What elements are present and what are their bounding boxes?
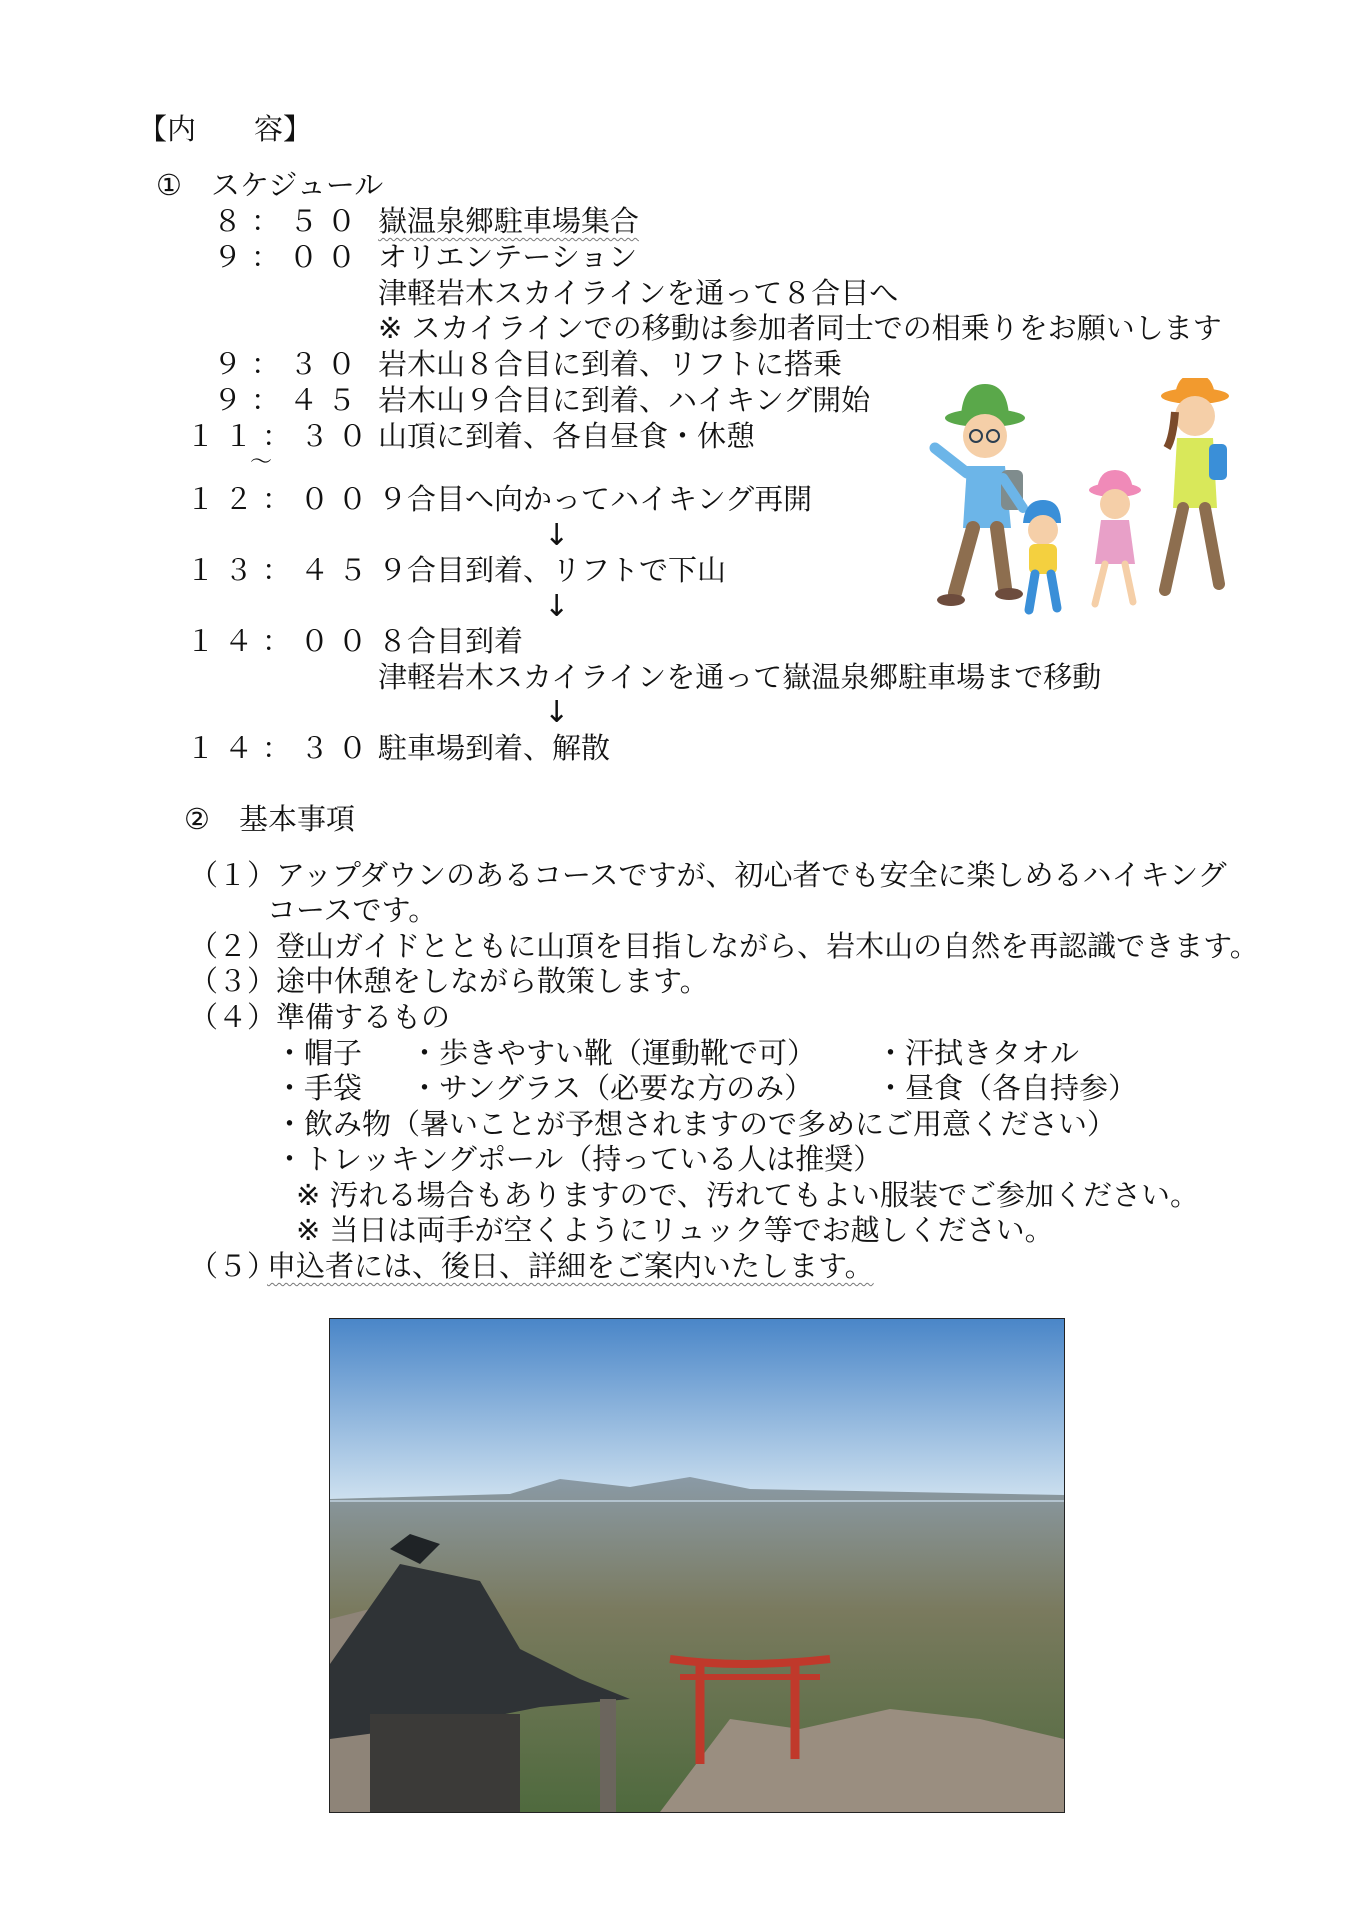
- schedule-time: ９：３０: [213, 347, 366, 381]
- basics-item: （４）準備するもの: [189, 1000, 451, 1034]
- mother-figure: [1161, 378, 1229, 590]
- boy-figure: [1023, 500, 1061, 610]
- gear-item: ・昼食（各自持参）: [876, 1071, 1138, 1105]
- father-figure: [935, 384, 1025, 606]
- family-hiking-illustration: [905, 378, 1245, 623]
- gear-note: ※ 汚れる場合もありますので、汚れてもよい服装でご参加ください。: [296, 1178, 1199, 1212]
- down-arrow-icon: ↓: [544, 589, 570, 624]
- down-arrow-icon: ↓: [544, 518, 570, 553]
- summit-view-image: [330, 1319, 1064, 1812]
- schedule-note: ※ スカイラインでの移動は参加者同士での相乗りをお願いします: [378, 311, 1222, 345]
- schedule-time: １４：００: [186, 624, 377, 658]
- gear-item: ・汗拭きタオル: [876, 1036, 1080, 1070]
- schedule-time: １３：４５: [186, 553, 377, 587]
- gear-item: ・サングラス（必要な方のみ）: [410, 1071, 814, 1105]
- schedule-time: １２：００: [186, 482, 377, 516]
- schedule-time: １１：３０: [186, 419, 377, 453]
- schedule-text: 津軽岩木スカイラインを通って嶽温泉郷駐車場まで移動: [378, 660, 1102, 694]
- schedule-time: ８：５０: [213, 204, 366, 238]
- section-heading: 【内 容】: [138, 112, 313, 146]
- gear-item: ・帽子: [275, 1036, 363, 1070]
- basics-item: （２）登山ガイドとともに山頂を目指しながら、岩木山の自然を再認識できます。: [189, 929, 1259, 963]
- schedule-text: 岩木山８合目に到着、リフトに搭乗: [378, 347, 843, 381]
- schedule-text: 津軽岩木スカイラインを通って８合目へ: [378, 276, 899, 310]
- basics-item-continuation: コースです。: [267, 893, 438, 927]
- schedule-time: １４：３０: [186, 731, 377, 765]
- gear-item: ・手袋: [275, 1071, 363, 1105]
- schedule-title: ① スケジュール: [156, 168, 384, 202]
- schedule-text: 嶽温泉郷駐車場集合: [378, 204, 640, 238]
- time-range-tilde: 〜: [250, 450, 273, 475]
- down-arrow-icon: ↓: [544, 695, 570, 730]
- schedule-text: ９合目へ向かってハイキング再開: [378, 482, 813, 516]
- schedule-text: 山頂に到着、各自昼食・休憩: [378, 419, 756, 453]
- schedule-text: ８合目到着: [378, 624, 524, 658]
- girl-figure: [1089, 470, 1141, 604]
- basics-item-emphasis: 申込者には、後日、詳細をご案内いたします。: [267, 1249, 874, 1283]
- schedule-text: オリエンテーション: [378, 240, 638, 274]
- schedule-text: 岩木山９合目に到着、ハイキング開始: [378, 383, 871, 417]
- gear-item: ・歩きやすい靴（運動靴で可）: [410, 1036, 817, 1070]
- basics-item: （１）アップダウンのあるコースですが、初心者でも安全に楽しめるハイキング: [189, 858, 1227, 892]
- basics-item-number: （５）: [189, 1249, 277, 1283]
- gear-item: ・飲み物（暑いことが予想されますので多めにご用意ください）: [275, 1107, 1117, 1141]
- basics-title: ② 基本事項: [184, 802, 355, 836]
- basics-item: （３）途中休憩をしながら散策します。: [189, 964, 709, 998]
- gear-note: ※ 当日は両手が空くようにリュック等でお越しください。: [296, 1213, 1054, 1247]
- gear-item: ・トレッキングポール（持っている人は推奨）: [275, 1142, 883, 1176]
- schedule-text: 駐車場到着、解散: [378, 731, 611, 765]
- schedule-time: ９：００: [213, 240, 366, 274]
- schedule-time: ９：４５: [213, 383, 366, 417]
- schedule-text: ９合目到着、リフトで下山: [378, 553, 727, 587]
- summit-photo: [329, 1318, 1065, 1813]
